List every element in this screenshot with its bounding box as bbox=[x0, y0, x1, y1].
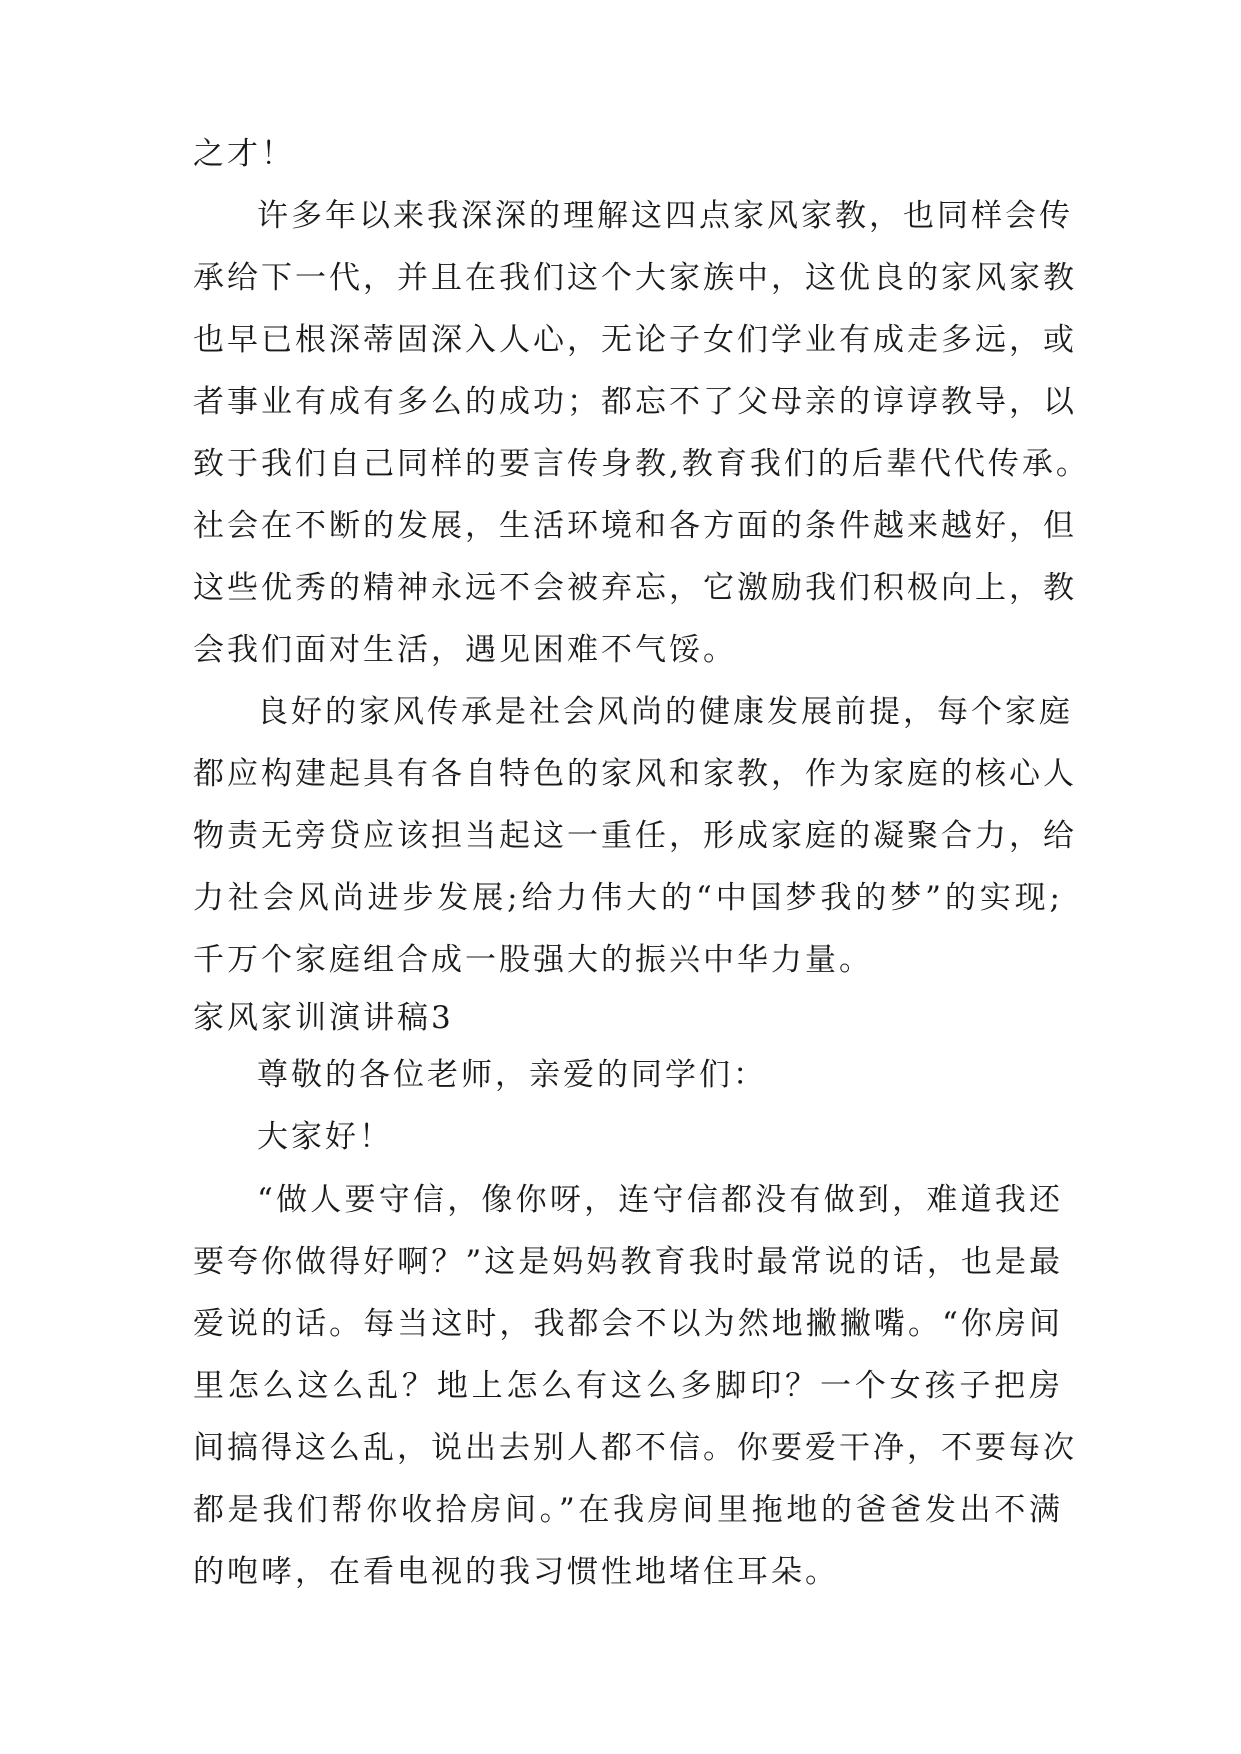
text-line: 物责无旁贷应该担当起这一重任，形成家庭的凝聚合力，给 bbox=[193, 818, 1077, 854]
text-line: 承给下一代，并且在我们这个大家族中，这优良的家风家教 bbox=[193, 260, 1077, 296]
text-line: 千万个家庭组合成一股强大的振兴中华力量。 bbox=[193, 942, 873, 978]
text-line: 爱说的话。每当这时，我都会不以为然地撇撇嘴。“你房间 bbox=[193, 1306, 1063, 1342]
text-line: 者事业有成有多么的成功；都忘不了父母亲的谆谆教导，以 bbox=[193, 384, 1077, 420]
section-heading: 家风家训演讲稿3 bbox=[193, 1000, 454, 1036]
greeting: 大家好！ bbox=[257, 1119, 393, 1155]
text-line: 会我们面对生活，遇见困难不气馁。 bbox=[193, 632, 737, 668]
text-line: 致于我们自己同样的要言传身教,教育我们的后辈代代传承。 bbox=[193, 446, 1090, 482]
text-line: 里怎么这么乱？地上怎么有这么多脚印？一个女孩子把房 bbox=[193, 1368, 1063, 1404]
text-line: “做人要守信，像你呀，连守信都没有做到，难道我还 bbox=[257, 1182, 1063, 1218]
text-line: 良好的家风传承是社会风尚的健康发展前提，每个家庭 bbox=[257, 694, 1073, 730]
text-line: 的咆哮，在看电视的我习惯性地堵住耳朵。 bbox=[193, 1554, 839, 1590]
text-line: 都应构建起具有各自特色的家风和家教，作为家庭的核心人 bbox=[193, 756, 1077, 792]
text-line: 间搞得这么乱，说出去别人都不信。你要爱干净，不要每次 bbox=[193, 1430, 1077, 1466]
text-line: 之才！ bbox=[193, 136, 295, 172]
text-line: 也早已根深蒂固深入人心，无论子女们学业有成走多远，或 bbox=[193, 322, 1077, 358]
text-line: 社会在不断的发展，生活环境和各方面的条件越来越好，但 bbox=[193, 508, 1077, 544]
salutation: 尊敬的各位老师，亲爱的同学们： bbox=[257, 1057, 767, 1093]
text-line: 要夸你做得好啊？”这是妈妈教育我时最常说的话，也是最 bbox=[193, 1244, 1063, 1280]
text-line: 许多年以来我深深的理解这四点家风家教，也同样会传 bbox=[257, 198, 1073, 234]
text-line: 力社会风尚进步发展;给力伟大的“中国梦我的梦”的实现; bbox=[193, 880, 1063, 916]
text-line: 都是我们帮你收拾房间。”在我房间里拖地的爸爸发出不满 bbox=[193, 1492, 1063, 1528]
text-line: 这些优秀的精神永远不会被弃忘，它激励我们积极向上，教 bbox=[193, 570, 1077, 606]
